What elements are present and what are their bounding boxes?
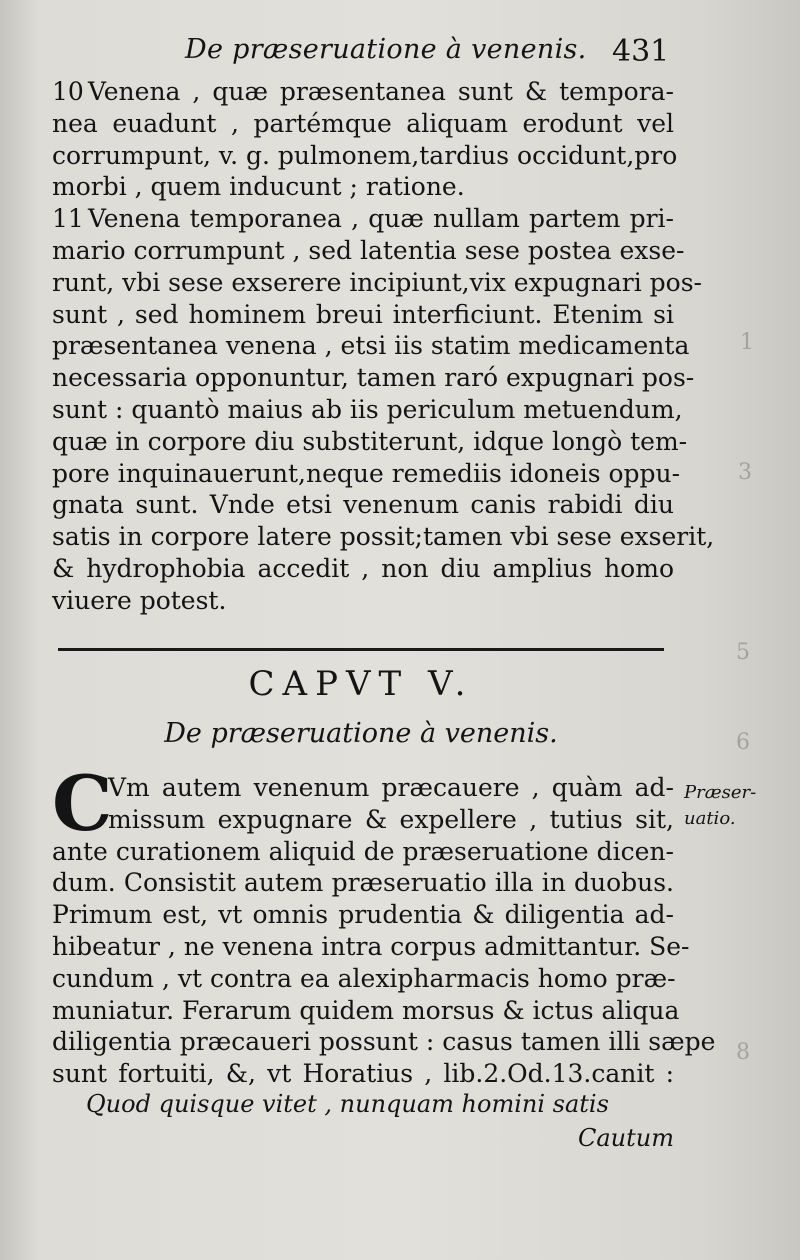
text-line: necessaria opponuntur, tamen raró expugnari pos-	[52, 363, 695, 393]
text-line: runt, vbi sese exserere incipiunt,vix expugnari pos-	[52, 267, 702, 297]
text-line: morbi , quem inducunt ; ratione.	[52, 172, 465, 202]
text-line: satis in corpore latere possit;tamen vbi sese exserit,	[52, 522, 715, 552]
margin-note-line: uatio.	[684, 808, 736, 829]
margin-note-line: Præser-	[684, 782, 757, 803]
show-through-marks-5: 8	[736, 1040, 750, 1065]
running-head: De præseruatione à venenis.	[185, 34, 587, 65]
text-line: ante curationem aliquid de præseruatione dicen-	[52, 836, 674, 866]
chapter-title: CAPVT V.	[248, 664, 474, 704]
page-header	[0, 34, 800, 74]
text-line: gnata sunt. Vnde etsi venenum canis rabidi diu	[52, 490, 674, 520]
text-line: muniatur. Ferarum quidem morsus & ictus aliqua	[52, 995, 680, 1025]
text-line: hibeatur , ne venena intra corpus admittantur. Se-	[52, 931, 690, 961]
text-line: quæ in corpore diu substiterunt, idque longò tem-	[52, 426, 688, 456]
chapter-text	[52, 759, 716, 1090]
text-line: Vm autem venenum præcauere , quàm ad-	[108, 773, 674, 802]
page-number: 431	[612, 34, 670, 69]
text-line: nea euadunt , partémque aliquam erodunt vel	[52, 108, 674, 138]
text-line: sunt , sed hominem breui interficiunt. Etenim si	[52, 299, 674, 329]
text-line: viuere potest.	[52, 585, 227, 615]
catchword: Cautum	[578, 1124, 674, 1152]
text-line: præsentanea venena , etsi iis statim medicamenta	[52, 331, 690, 361]
show-through-marks: 1	[740, 330, 754, 355]
text-line: 11 Venena temporanea , quæ nullam partem pri-	[52, 204, 674, 234]
text-line: dum. Consistit autem præseruatio illa in duobus.	[52, 868, 674, 898]
show-through-marks-4: 6	[736, 730, 750, 755]
show-through-marks-2: 3	[738, 460, 752, 485]
text-line: pore inquinauerunt,neque remediis idoneis oppu-	[52, 458, 681, 488]
text-line: Primum est, vt omnis prudentia & diligentia ad-	[52, 900, 674, 930]
verse-quotation: Quod quisque vitet , nunquam homini satis	[86, 1090, 609, 1118]
section-divider	[58, 648, 664, 651]
paragraph-number: 11	[52, 204, 84, 234]
text-line: 10 Venena , quæ præsentanea sunt & tempora-	[52, 77, 674, 106]
text-line: mario corrumpunt , sed latentia sese postea exse-	[52, 235, 685, 265]
paragraph-number: 10	[52, 77, 84, 106]
text-line: & hydrophobia accedit , non diu amplius homo	[52, 553, 674, 583]
text-line: missum expugnare & expellere , tutius sit,	[108, 804, 674, 834]
text-line: sunt : quantò maius ab iis periculum metuendum,	[52, 394, 683, 424]
text-line: cundum , vt contra ea alexipharmacis homo præ-	[52, 963, 676, 993]
text-line: diligentia præcaueri possunt : casus tamen illi sæpe	[52, 1027, 716, 1057]
drop-cap: C	[52, 759, 113, 848]
show-through-marks-3: 5	[736, 640, 750, 665]
text-line: sunt fortuiti, &, vt Horatius , lib.2.Od.13.canit :	[52, 1059, 674, 1089]
main-text	[52, 76, 715, 617]
text-line: corrumpunt, v. g. pulmonem,tardius occidunt,pro	[52, 140, 678, 170]
chapter-subtitle: De præseruatione à venenis.	[164, 718, 558, 749]
margin-note	[684, 780, 784, 832]
